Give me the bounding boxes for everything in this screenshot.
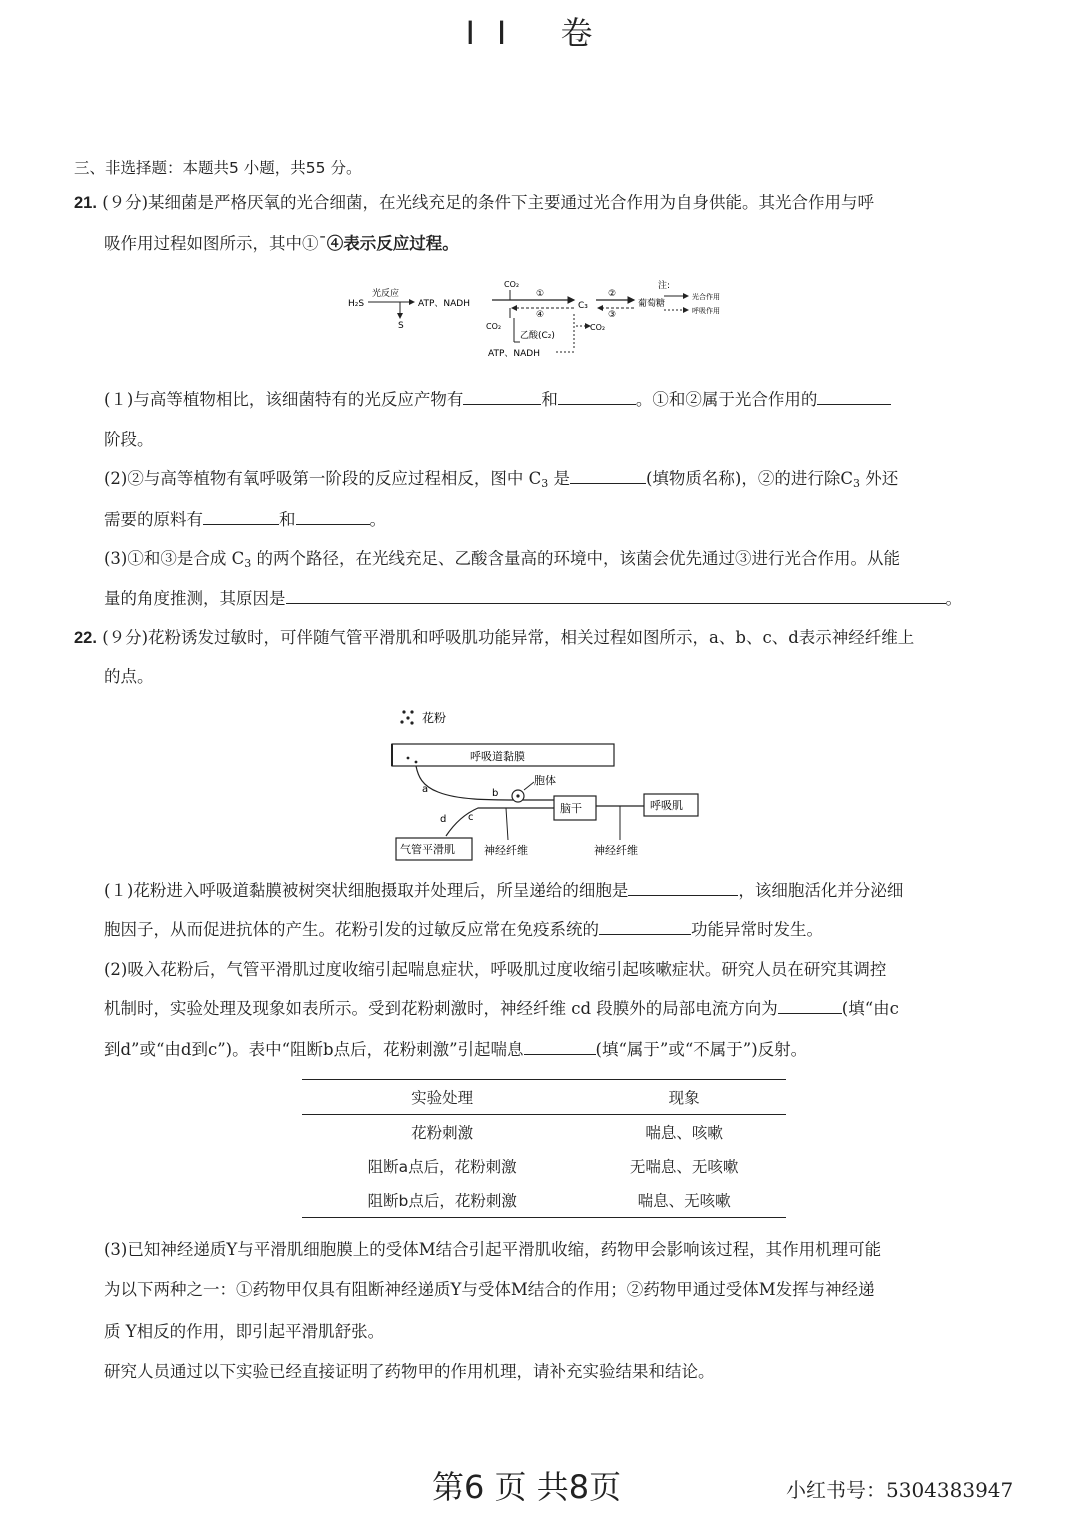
table-cell: 喘息、无咳嗽: [637, 1192, 731, 1210]
page-number-footer: 第6 页 共8页: [432, 1468, 622, 1506]
answer-blank[interactable]: [203, 508, 279, 525]
answer-blank[interactable]: [463, 388, 541, 405]
co2-top-label: CO₂: [504, 280, 520, 289]
q22-number: 22.: [74, 629, 97, 647]
smooth-muscle-label: 气管平滑肌: [400, 843, 455, 856]
point-a: a: [422, 784, 429, 795]
glucose-label: 葡萄糖: [638, 299, 666, 309]
xiaohongshu-id: 小红书号：5304383947: [786, 1478, 1014, 1502]
table-row: [302, 1183, 786, 1218]
table-header: 实验处理: [411, 1089, 474, 1107]
q21-part3: (3)①和③是合成 $C_3$ 的两个路径，在光线充足、乙酸含量高的环境中，该菌会优先通过③进行光合作用。从能: [104, 549, 900, 570]
s-label: S: [398, 321, 404, 331]
q21-line1: 21. (９分)某细菌是严格厌氧的光合细菌，在光线充足的条件下主要通过光合作用为自身供能。其光合作用与呼: [74, 193, 875, 212]
q21-part1: (１)与高等植物相比，该细菌特有的光反应产物有 和 。①和②属于光合作用的: [104, 388, 891, 412]
answer-blank[interactable]: [296, 508, 370, 525]
acetic-acid-label: 乙酸(C₂): [520, 331, 555, 341]
point-d: d: [440, 814, 447, 825]
atp-nadh-label: ATP、NADH: [418, 299, 470, 309]
table-cell: 阻断b点后，花粉刺激: [367, 1192, 517, 1210]
brainstem-label: 脑干: [560, 802, 582, 815]
mucosa-label: 呼吸道黏膜: [470, 750, 525, 763]
q21-part2: (2)②与高等植物有氧呼吸第一阶段的反应过程相反，图中 $C_3$ 是 (填物质名称)，②的进行除$C_3$ 外还: [104, 469, 899, 490]
table-cell: 喘息、咳嗽: [645, 1124, 723, 1142]
q22-part3: (3)已知神经递质Y与平滑肌细胞膜上的受体M结合引起平滑肌收缩，药物甲会影响该过程，其作用机理可能: [104, 1240, 882, 1259]
efferent-fiber: [446, 808, 554, 836]
answer-blank[interactable]: [628, 879, 738, 896]
experiment-table: [302, 1079, 786, 1218]
q22-part1: (１)花粉进入呼吸道黏膜被树突状细胞摄取并处理后，所呈递给的细胞是 ，该细胞活化并分泌细: [104, 881, 904, 900]
q21-process-diagram: [340, 274, 750, 362]
nerve-fiber-label-2: 神经纤维: [594, 844, 638, 857]
table-row: [302, 1115, 786, 1150]
q21-part3-cont: 量的角度推测，其原因是 。: [104, 589, 962, 608]
answer-blank[interactable]: [778, 997, 842, 1014]
answer-blank[interactable]: [570, 467, 646, 484]
circle-3-label: ③: [608, 310, 617, 320]
light-reaction-label: 光反应: [372, 289, 400, 299]
q21-number: 21.: [74, 194, 97, 212]
q21-part2-cont: 需要的原料有 和 。: [104, 510, 386, 529]
legend-photosynthesis: 光合作用: [692, 293, 720, 301]
circle-1: ①: [536, 289, 545, 299]
atp-nadh-bottom: ATP、NADH: [488, 349, 540, 359]
legend-note: 注:: [658, 281, 671, 291]
answer-blank[interactable]: [817, 388, 891, 405]
respiratory-muscle-label: 呼吸肌: [650, 799, 683, 812]
cell-body-label: 胞体: [534, 774, 556, 787]
point-b: b: [492, 788, 499, 799]
table-row: [302, 1149, 786, 1183]
q22-part2: (2)吸入花粉后，气管平滑肌过度收缩引起喘息症状，呼吸肌过度收缩引起咳嗽症状。研究人员在研究其调控: [104, 960, 887, 979]
table-cell: 无喘息、无咳嗽: [629, 1158, 739, 1176]
h2s-label: H₂S: [348, 299, 365, 309]
q22-part3-cont: 为以下两种之一：①药物甲仅具有阻断神经递质Y与受体M结合的作用；②药物甲通过受体M发挥与神经递: [104, 1280, 875, 1299]
co2-bottom-label: CO₂: [486, 322, 502, 331]
q22-part4: 研究人员通过以下实验已经直接证明了药物甲的作用机理，请补充实验结果和结论。: [104, 1362, 715, 1381]
q21-part1-cont: 阶段。: [104, 430, 154, 449]
table-cell: 阻断a点后，花粉刺激: [367, 1158, 517, 1176]
circle-2: ②: [608, 289, 617, 299]
table-header-row: [302, 1080, 786, 1115]
q22-part2-cont2: 到d”或“由d到c”)。表中“阻断b点后，花粉刺激”引起喘息 (填“属于”或“不属于”)反射。: [104, 1040, 808, 1059]
q22-part1-cont: 胞因子，从而促进抗体的产生。花粉引发的过敏反应常在免疫系统的 功能异常时发生。: [104, 920, 823, 939]
answer-blank[interactable]: [286, 587, 946, 604]
co2-right-label: CO₂: [590, 323, 606, 332]
point-c: c: [468, 812, 474, 823]
answer-blank[interactable]: [599, 918, 691, 935]
page-title: II 卷: [465, 14, 615, 52]
table-cell: 花粉刺激: [411, 1124, 474, 1142]
circle-4: ④: [536, 310, 545, 320]
table-header: 现象: [668, 1089, 700, 1107]
q21-line2: 吸作用过程如图所示，其中①ˉ④表示反应过程。: [104, 234, 459, 253]
pollen-label: 花粉: [422, 711, 447, 725]
q22-reflex-diagram: [388, 704, 708, 864]
q22-line1: 22. (９分)花粉诱发过敏时，可伴随气管平滑肌和呼吸肌功能异常，相关过程如图所示，a、b、c、d表示神经纤维上: [74, 628, 915, 647]
q22-part2-cont: 机制时，实验处理及现象如表所示。受到花粉刺激时，神经纤维 cd 段膜外的局部电流方向为 (填“由c: [104, 999, 899, 1018]
section-heading: 三、非选择题：本题共5 小题，共55 分。: [74, 159, 362, 177]
answer-blank[interactable]: [558, 388, 636, 405]
q22-line2: 的点。: [104, 667, 154, 686]
q22-part3-cont2: 质 Y相反的作用，即引起平滑肌舒张。: [104, 1322, 385, 1341]
legend-respiration: 呼吸作用: [692, 307, 720, 315]
nerve-fiber-label-1: 神经纤维: [484, 844, 528, 857]
answer-blank[interactable]: [524, 1038, 596, 1055]
c3-node: C₃: [578, 301, 588, 311]
